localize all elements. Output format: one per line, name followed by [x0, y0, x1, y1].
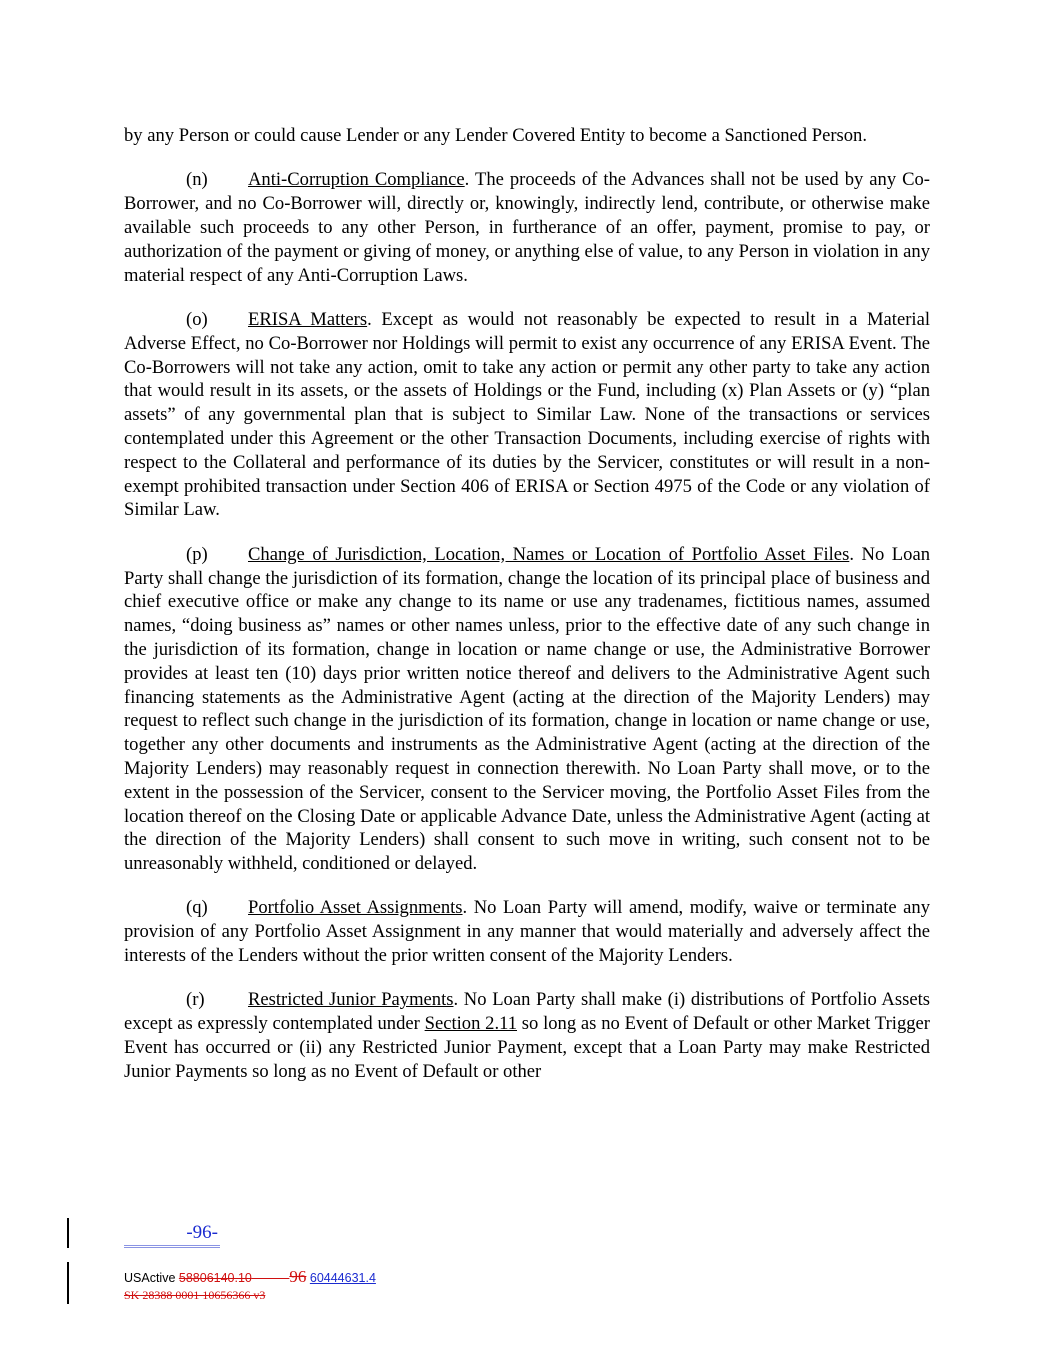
section-n-text: . The proceeds of the Advances shall not be used by any Co- Borrower, and no Co-Borrower will, directly or, knowingly, indirectly lend, contribute, or otherwise make available such proceeds to any other Person, in furtherance of an offer, payment, promise to pay, or authorization of the payment or giving of money, or anything else of value, to any Person in violation in any material respect of any Anti-Corruption Laws.	[124, 169, 930, 286]
section-r-label: (r)	[186, 989, 205, 1011]
section-n	[124, 168, 930, 287]
section-p-label: (p)	[186, 543, 208, 565]
section-n-heading: Anti-Corruption Compliance	[248, 169, 465, 191]
usactive-label: USActive	[124, 1271, 176, 1285]
inserted-document-id: 60444631.4	[309, 1271, 376, 1285]
section-r-text-a: . No Loan Party shall make (i) distributions of Portfolio Assets except as expressly contemplated under	[124, 989, 930, 1035]
section-o-label: (o)	[186, 308, 208, 330]
section-q-label: (q)	[186, 897, 208, 919]
change-bar	[67, 1218, 69, 1248]
section-o-heading: ERISA Matters	[248, 308, 368, 330]
deleted-document-id: 58806140.10	[178, 1271, 252, 1285]
section-r-text-b: so long as no Event of Default or other Market Trigger Event has occurred or (ii) any Restricted Junior Payment, except that a Loan Party may make Restricted Junior Payments so long as no Event of Default or other	[124, 1013, 930, 1082]
deleted-sk-line: SK 28388 0001 10656366 v3	[124, 1288, 266, 1302]
section-o-text: . Except as would not reasonably be expected to result in a Material Adverse Effect, no Co-Borrower nor Holdings will permit to exist any occurrence of any ERISA Event. The Co-Borrowers will not take any action, omit to take any action or permit any other party to take any action that would result in its assets, or the assets of Holdings or the Fund, including (x) Plan Assets or (y) “plan assets” of any governmental plan that is subject to Similar Law. None of the transactions or services contemplated under this Agreement or the other Transaction Documents, including exercise of rights with respect to the Collateral and performance of its duties by the Servicer, constitutes or will result in a non-exempt prohibited transaction under Section 406 of ERISA or Section 4975 of the Code or any violation of Similar Law.	[124, 308, 931, 521]
section-p-heading: Change of Jurisdiction, Location, Names or Location of Portfolio Asset Files	[248, 543, 850, 565]
section-2-11-reference: Section 2.11	[424, 1013, 518, 1035]
section-q	[124, 896, 930, 967]
continuation-paragraph: by any Person or could cause Lender or any Lender Covered Entity to become a Sanctioned Person.	[124, 125, 868, 146]
page-number: -96-	[124, 1221, 220, 1248]
section-p-text: . No Loan Party shall change the jurisdiction of its formation, change the location of its principal place of business and chief executive office or make any change to its name or use any tradenames, fictitious names, assumed names, “doing business as” names or other names unless, prior to the effective date of any such change in the jurisdiction of its formation, change in location or name change or use, the Administrative Borrower provides at least ten (10) days prior written notice thereof and delivers to the Administrative Agent such financing statements as the Administrative Agent (acting at the direction of the Majority Lenders) may request to reflect such change in the jurisdiction of its formation, change in location or name change or use, together any other documents and instruments as the Administrative Agent (acting at the direction of the Majority Lenders) may reasonably request in connection therewith. No Loan Party shall move, or to the extent in the possession of the Servicer, consent to the Servicer moving, the Portfolio Asset Files from the location thereof on the Closing Date or applicable Advance Date, unless the Administrative Agent (acting at the direction of the Majority Lenders) shall consent to such move in writing, such consent not to be unreasonably withheld, conditioned or delayed.	[124, 543, 931, 875]
section-q-text: . No Loan Party will amend, modify, waive or terminate any provision of any Portfolio Asset Assignment in any manner that would materially and adversely affect the interests of the Lenders without the prior written consent of the Majority Lenders.	[124, 897, 931, 967]
section-r	[124, 988, 930, 1083]
document-body	[124, 124, 930, 1104]
document-id-line	[124, 1268, 376, 1287]
section-o	[124, 308, 930, 522]
section-r-heading: Restricted Junior Payments	[248, 989, 454, 1011]
change-bar	[67, 1262, 69, 1304]
section-p	[124, 543, 930, 876]
section-q-heading: Portfolio Asset Assignments	[248, 897, 463, 919]
section-n-label: (n)	[186, 169, 208, 191]
deleted-page-number: 96	[289, 1267, 307, 1286]
deleted-spacer	[252, 1271, 290, 1285]
